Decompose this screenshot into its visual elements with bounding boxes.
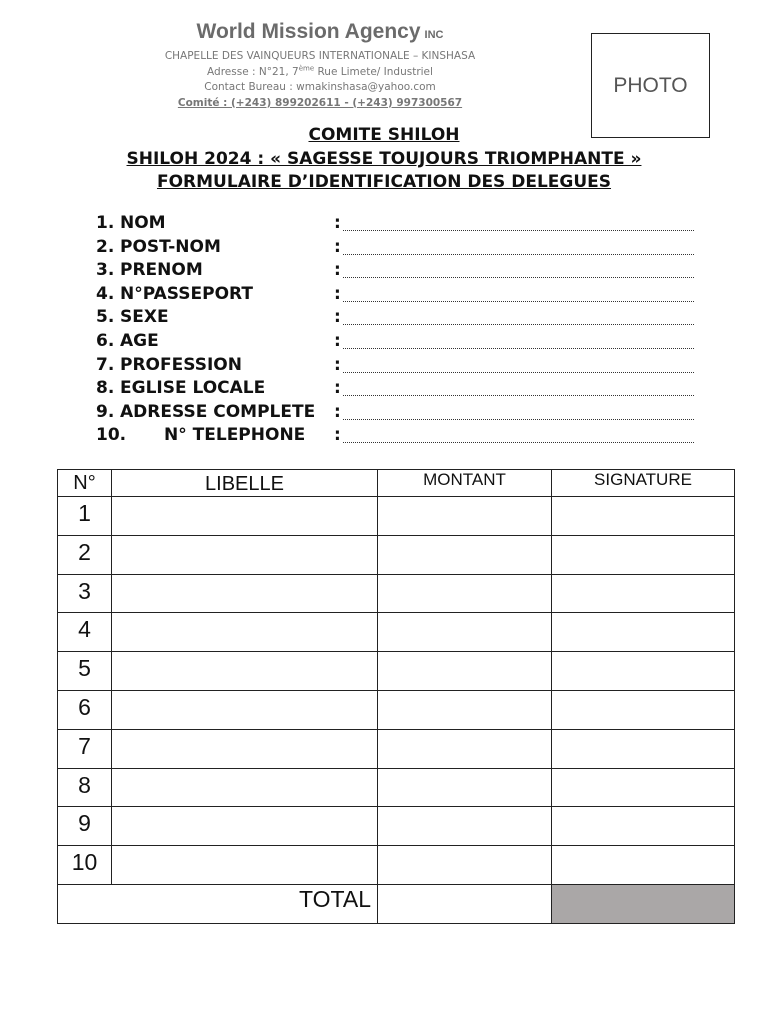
field-prenom[interactable]	[96, 260, 706, 284]
field-telephone[interactable]	[96, 425, 706, 449]
libelle-cell[interactable]	[112, 652, 378, 691]
table-row	[58, 768, 735, 807]
total-montant-cell[interactable]	[378, 884, 552, 923]
libelle-cell[interactable]	[112, 497, 378, 536]
libelle-cell[interactable]	[112, 846, 378, 885]
field-profession[interactable]	[96, 355, 706, 379]
signature-cell[interactable]	[552, 574, 735, 613]
org-name-text: World Mission Agency	[196, 20, 421, 43]
table-header-row	[58, 470, 735, 497]
signature-cell[interactable]	[552, 497, 735, 536]
field-colon: :	[334, 354, 341, 375]
total-row	[58, 884, 735, 923]
row-number: 9	[58, 807, 112, 846]
field-fill-line[interactable]	[343, 395, 694, 396]
address-line	[100, 65, 540, 81]
montant-cell[interactable]	[378, 535, 552, 574]
field-number: 6.	[96, 330, 115, 351]
field-passeport[interactable]	[96, 284, 706, 308]
address-prefix: Adresse : N°21, 7	[207, 65, 299, 78]
row-number: 2	[58, 535, 112, 574]
signature-cell[interactable]	[552, 846, 735, 885]
table-row	[58, 574, 735, 613]
row-number: 10	[58, 846, 112, 885]
field-number: 2.	[96, 236, 115, 257]
field-colon: :	[334, 213, 341, 233]
organization-name	[100, 18, 540, 49]
field-fill-line[interactable]	[343, 230, 694, 231]
table-row	[58, 613, 735, 652]
field-label: AGE	[120, 330, 159, 351]
field-number: 5.	[96, 307, 115, 328]
libelle-cell[interactable]	[112, 729, 378, 768]
field-fill-line[interactable]	[343, 301, 694, 302]
field-age[interactable]	[96, 331, 706, 355]
field-label: POST-NOM	[120, 236, 221, 257]
montant-cell[interactable]	[378, 497, 552, 536]
identification-fields	[96, 213, 706, 449]
form-title: FORMULAIRE D’IDENTIFICATION DES DELEGUES	[156, 172, 612, 192]
row-number: 7	[58, 729, 112, 768]
column-header-montant: MONTANT	[378, 470, 552, 497]
committee-phones: Comité : (+243) 899202611 - (+243) 997300567	[177, 96, 463, 109]
table-row	[58, 652, 735, 691]
libelle-cell[interactable]	[112, 574, 378, 613]
montant-cell[interactable]	[378, 652, 552, 691]
field-number: 8.	[96, 378, 115, 399]
signature-cell[interactable]	[552, 768, 735, 807]
total-label: TOTAL	[58, 884, 378, 923]
total-signature-shaded-cell	[552, 884, 735, 923]
signature-cell[interactable]	[552, 613, 735, 652]
table-row	[58, 807, 735, 846]
field-fill-line[interactable]	[343, 372, 694, 373]
field-number: 10.	[96, 425, 127, 446]
field-sexe[interactable]	[96, 307, 706, 331]
field-colon: :	[334, 401, 341, 422]
field-adresse-complete[interactable]	[96, 402, 706, 426]
field-fill-line[interactable]	[343, 277, 694, 278]
field-colon: :	[334, 236, 341, 257]
row-number: 6	[58, 690, 112, 729]
row-number: 4	[58, 613, 112, 652]
field-label: EGLISE LOCALE	[120, 378, 266, 399]
signature-cell[interactable]	[552, 535, 735, 574]
field-fill-line[interactable]	[343, 324, 694, 325]
field-fill-line[interactable]	[343, 348, 694, 349]
montant-cell[interactable]	[378, 690, 552, 729]
form-titles	[0, 124, 768, 195]
field-colon: :	[334, 260, 341, 281]
field-label: N°PASSEPORT	[120, 283, 253, 304]
field-number: 7.	[96, 354, 115, 375]
table-row	[58, 729, 735, 768]
field-number: 9.	[96, 401, 115, 422]
field-colon: :	[334, 330, 341, 351]
signature-cell[interactable]	[552, 690, 735, 729]
field-fill-line[interactable]	[343, 254, 694, 255]
field-fill-line[interactable]	[343, 442, 694, 443]
row-number: 3	[58, 574, 112, 613]
libelle-cell[interactable]	[112, 768, 378, 807]
montant-cell[interactable]	[378, 846, 552, 885]
field-colon: :	[334, 425, 341, 446]
field-number: 3.	[96, 260, 115, 281]
field-number: 4.	[96, 283, 115, 304]
field-eglise-locale[interactable]	[96, 378, 706, 402]
address-suffix: Rue Limete/ Industriel	[314, 65, 433, 78]
libelle-cell[interactable]	[112, 690, 378, 729]
contribution-table	[57, 469, 735, 924]
field-nom[interactable]	[96, 213, 706, 237]
signature-cell[interactable]	[552, 652, 735, 691]
photo-label: PHOTO	[613, 73, 688, 97]
field-number: 1.	[96, 213, 115, 233]
address-superscript: ème	[298, 64, 315, 72]
column-header-libelle: LIBELLE	[112, 470, 378, 497]
photo-box[interactable]	[591, 33, 710, 138]
field-label: SEXE	[120, 307, 169, 328]
field-post-nom[interactable]	[96, 237, 706, 261]
event-title: SHILOH 2024 : « SAGESSE TOUJOURS TRIOMPHANTE »	[126, 148, 642, 169]
montant-cell[interactable]	[378, 729, 552, 768]
table-row	[58, 535, 735, 574]
table-row	[58, 690, 735, 729]
row-number: 5	[58, 652, 112, 691]
table-row	[58, 497, 735, 536]
row-number: 8	[58, 768, 112, 807]
field-label: PROFESSION	[120, 354, 242, 375]
org-suffix: INC	[424, 29, 444, 41]
field-label: ADRESSE COMPLETE	[120, 401, 316, 422]
libelle-cell[interactable]	[112, 613, 378, 652]
row-number: 1	[58, 497, 112, 536]
libelle-cell[interactable]	[112, 535, 378, 574]
field-colon: :	[334, 307, 341, 328]
church-name: CHAPELLE DES VAINQUEURS INTERNATIONALE – KINSHASA	[164, 50, 476, 62]
field-colon: :	[334, 283, 341, 304]
field-fill-line[interactable]	[343, 419, 694, 420]
column-header-signature: SIGNATURE	[552, 470, 735, 497]
contact-line: Contact Bureau : wmakinshasa@yahoo.com	[204, 81, 436, 93]
table-row	[58, 846, 735, 885]
field-label: N° TELEPHONE	[164, 425, 306, 446]
committee-title: COMITE SHILOH	[308, 125, 460, 145]
field-colon: :	[334, 378, 341, 399]
montant-cell[interactable]	[378, 574, 552, 613]
libelle-cell[interactable]	[112, 807, 378, 846]
montant-cell[interactable]	[378, 613, 552, 652]
montant-cell[interactable]	[378, 807, 552, 846]
field-label: NOM	[120, 213, 166, 233]
field-label: PRENOM	[120, 260, 203, 281]
montant-cell[interactable]	[378, 768, 552, 807]
signature-cell[interactable]	[552, 807, 735, 846]
column-header-number: N°	[58, 470, 112, 497]
letterhead	[100, 18, 540, 111]
signature-cell[interactable]	[552, 729, 735, 768]
